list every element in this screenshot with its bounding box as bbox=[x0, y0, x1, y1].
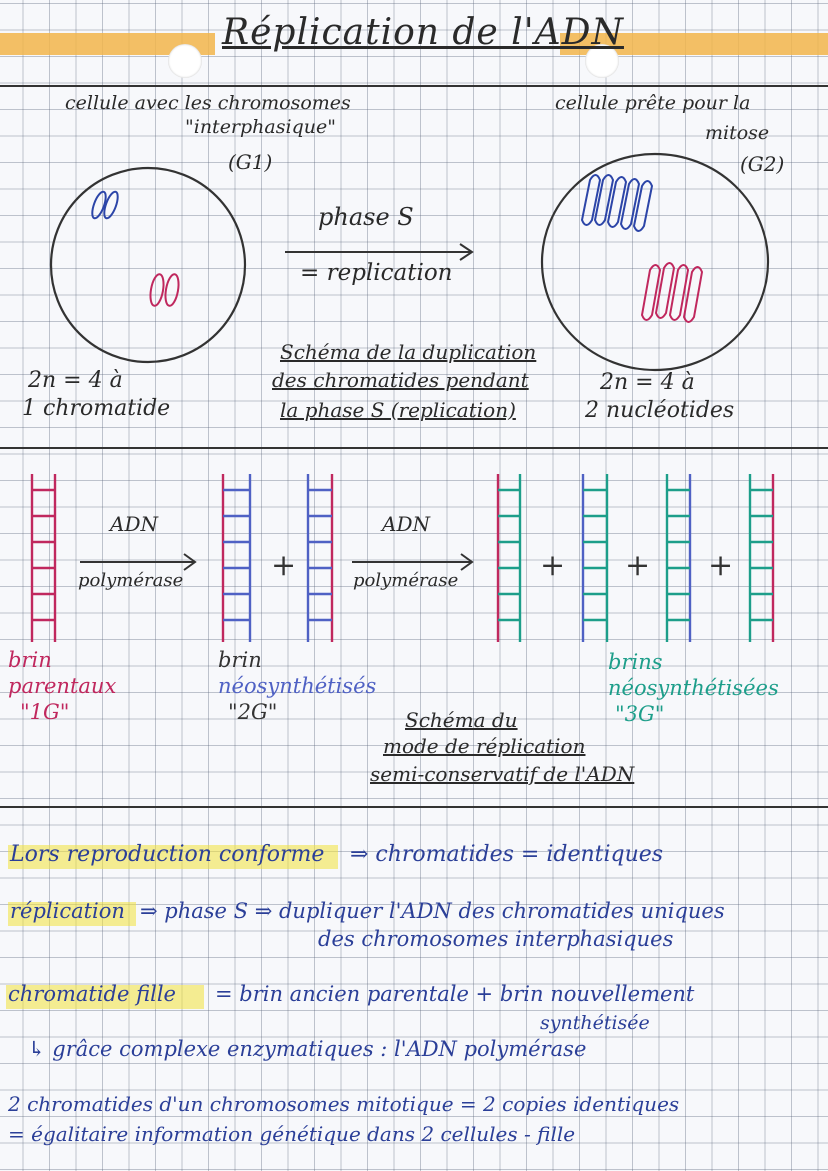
note5: 2 chromatides d'un chromosomes mitotique = 2 copies identiques bbox=[8, 1092, 680, 1116]
phase-s-arrow bbox=[285, 244, 472, 260]
label1-line2: parentaux bbox=[8, 674, 117, 698]
phase-arrow-bottom-label: = replication bbox=[300, 260, 453, 286]
note4: ↳ grâce complexe enzymatiques : l'ADN polymérase bbox=[28, 1037, 587, 1061]
label1-line3: "1G" bbox=[20, 700, 70, 724]
note6: = égalitaire information génétique dans 2 cellules - fille bbox=[8, 1122, 576, 1146]
plus-sign-3: + bbox=[625, 548, 651, 583]
arrow1-top-label: ADN bbox=[110, 512, 158, 536]
note3-rest: = brin ancien parentale + brin nouvellement bbox=[215, 982, 695, 1006]
label2-line1: brin bbox=[218, 648, 262, 672]
left-ploidy-2: 1 chromatide bbox=[22, 396, 171, 421]
section2-caption-2: mode de réplication bbox=[383, 734, 586, 758]
ladder-gen3-b bbox=[583, 474, 607, 642]
note3-highlight: chromatide fille bbox=[8, 982, 176, 1006]
left-cell-label-3: (G1) bbox=[228, 150, 273, 174]
section1-caption-3: la phase S (replication) bbox=[280, 398, 516, 422]
section2-caption-3: semi-conservatif de l'ADN bbox=[370, 762, 635, 786]
section2-caption-1: Schéma du bbox=[405, 708, 518, 732]
right-cell-label-2: mitose bbox=[705, 122, 770, 144]
label3-line1: brins bbox=[608, 650, 663, 674]
right-cell-label-1: cellule prête pour la bbox=[555, 92, 751, 114]
left-cell-label-1: cellule avec les chromosomes bbox=[65, 92, 351, 114]
arrow2-bottom-label: polymérase bbox=[353, 570, 459, 591]
note2-continuation: des chromosomes interphasiques bbox=[318, 927, 674, 951]
ladder-gen2-b bbox=[308, 474, 332, 642]
plus-sign-4: + bbox=[708, 548, 734, 583]
ladder-gen3-c bbox=[667, 474, 690, 642]
note2-rest: ⇒ phase S ⇒ dupliquer l'ADN des chromatides uniques bbox=[140, 899, 725, 923]
left-cell-circle bbox=[51, 168, 245, 362]
plus-sign-1: + bbox=[271, 548, 297, 583]
note3-continuation: synthétisée bbox=[540, 1012, 650, 1034]
arrow-polymerase-2 bbox=[352, 554, 472, 570]
ladder-gen3-d bbox=[750, 474, 773, 642]
label1-line1: brin bbox=[8, 648, 52, 672]
arrow2-top-label: ADN bbox=[382, 512, 430, 536]
label2-line3: "2G" bbox=[228, 700, 278, 724]
label3-line3: "3G" bbox=[615, 702, 665, 726]
arrow1-bottom-label: polymérase bbox=[78, 570, 184, 591]
right-ploidy-2: 2 nucléotides bbox=[585, 398, 735, 423]
left-cell-label-2: "interphasique" bbox=[185, 116, 336, 138]
right-chromosomes-blue bbox=[582, 175, 652, 231]
phase-arrow-top-label: phase S bbox=[318, 203, 414, 231]
section1-caption-2: des chromatides pendant bbox=[272, 368, 529, 392]
right-cell-label-3: (G2) bbox=[740, 152, 785, 176]
label3-line2: néosynthétisées bbox=[608, 676, 779, 700]
ladder-gen2-a bbox=[223, 474, 250, 642]
left-ploidy-1: 2n = 4 à bbox=[28, 368, 123, 393]
note1-highlight: Lors reproduction conforme bbox=[10, 842, 325, 867]
section1-caption-1: Schéma de la duplication bbox=[280, 340, 537, 364]
left-chromosomes-magenta bbox=[148, 273, 180, 307]
right-cell-circle bbox=[542, 154, 768, 370]
ladder-parent-magenta bbox=[32, 474, 55, 642]
left-chromosomes-blue bbox=[90, 190, 121, 220]
note2-highlight: réplication bbox=[10, 899, 125, 923]
arrow-polymerase-1 bbox=[80, 554, 195, 570]
note1-rest: ⇒ chromatides = identiques bbox=[350, 842, 664, 867]
right-ploidy-1: 2n = 4 à bbox=[600, 370, 695, 395]
ladder-gen3-a bbox=[498, 474, 520, 642]
right-chromosomes-magenta bbox=[642, 263, 702, 322]
label2-line2: néosynthétisés bbox=[218, 674, 377, 698]
page-title: Réplication de l'ADN bbox=[222, 12, 624, 53]
plus-sign-2: + bbox=[540, 548, 566, 583]
